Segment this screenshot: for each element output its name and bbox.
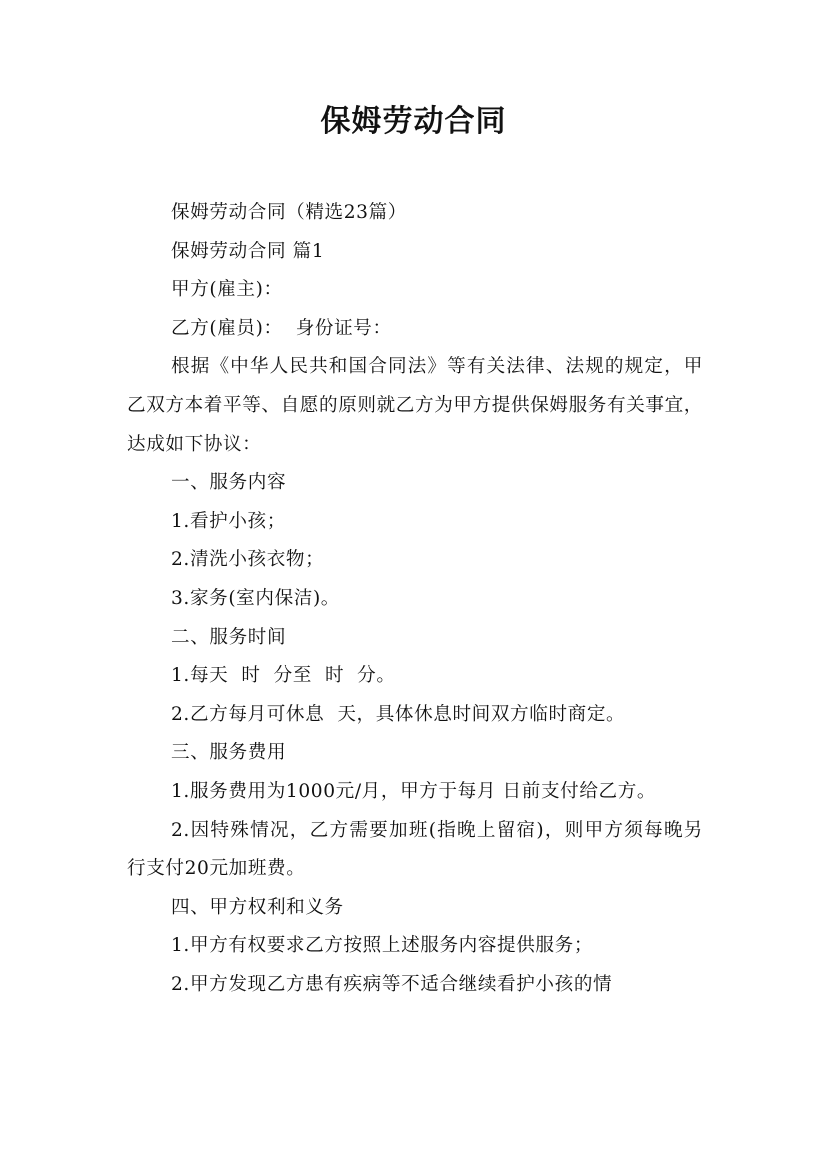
paragraph-party-b: 乙方(雇员)： 身份证号：: [171, 317, 392, 339]
paragraph-item: 2.甲方发现乙方患有疾病等不适合继续看护小孩的情: [171, 973, 613, 995]
paragraph-heading-service-fee: 三、服务费用: [171, 742, 287, 764]
paragraph-item: 1.看护小孩；: [171, 510, 286, 532]
paragraph-item: 1.每天 时 分至 时 分。: [171, 665, 396, 687]
paragraph-item: 2.因特殊情况，乙方需要加班(指晚上留宿)，则甲方须每晚另行支付20元加班费。: [127, 819, 703, 880]
paragraph-preamble: 根据《中华人民共和国合同法》等有关法律、法规的规定，甲乙双方本着平等、自愿的原则就乙方为甲方提供保姆服务有关事宜，达成如下协议：: [127, 356, 703, 455]
paragraph-item: 2.乙方每月可休息 天，具体休息时间双方临时商定。: [171, 703, 626, 725]
paragraph-party-a: 甲方(雇主)：: [171, 279, 283, 301]
paragraph-item: 1.甲方有权要求乙方按照上述服务内容提供服务；: [171, 935, 594, 957]
paragraph-item: 2.清洗小孩衣物；: [171, 549, 325, 571]
paragraph-heading-party-a-rights: 四、甲方权利和义务: [171, 896, 344, 918]
paragraph-item: 3.家务(室内保洁)。: [171, 587, 341, 609]
paragraph-subtitle: 保姆劳动合同（精选23篇）: [171, 202, 407, 223]
paragraph-heading-service-content: 一、服务内容: [171, 472, 287, 494]
paragraph-item: 1.服务费用为1000元/月，甲方于每月 日前支付给乙方。: [171, 780, 657, 802]
document-title: 保姆劳动合同: [320, 104, 507, 139]
paragraph-section-heading: 保姆劳动合同 篇1: [171, 240, 325, 262]
paragraph-heading-service-time: 二、服务时间: [171, 626, 287, 648]
document-body: [127, 194, 703, 1004]
